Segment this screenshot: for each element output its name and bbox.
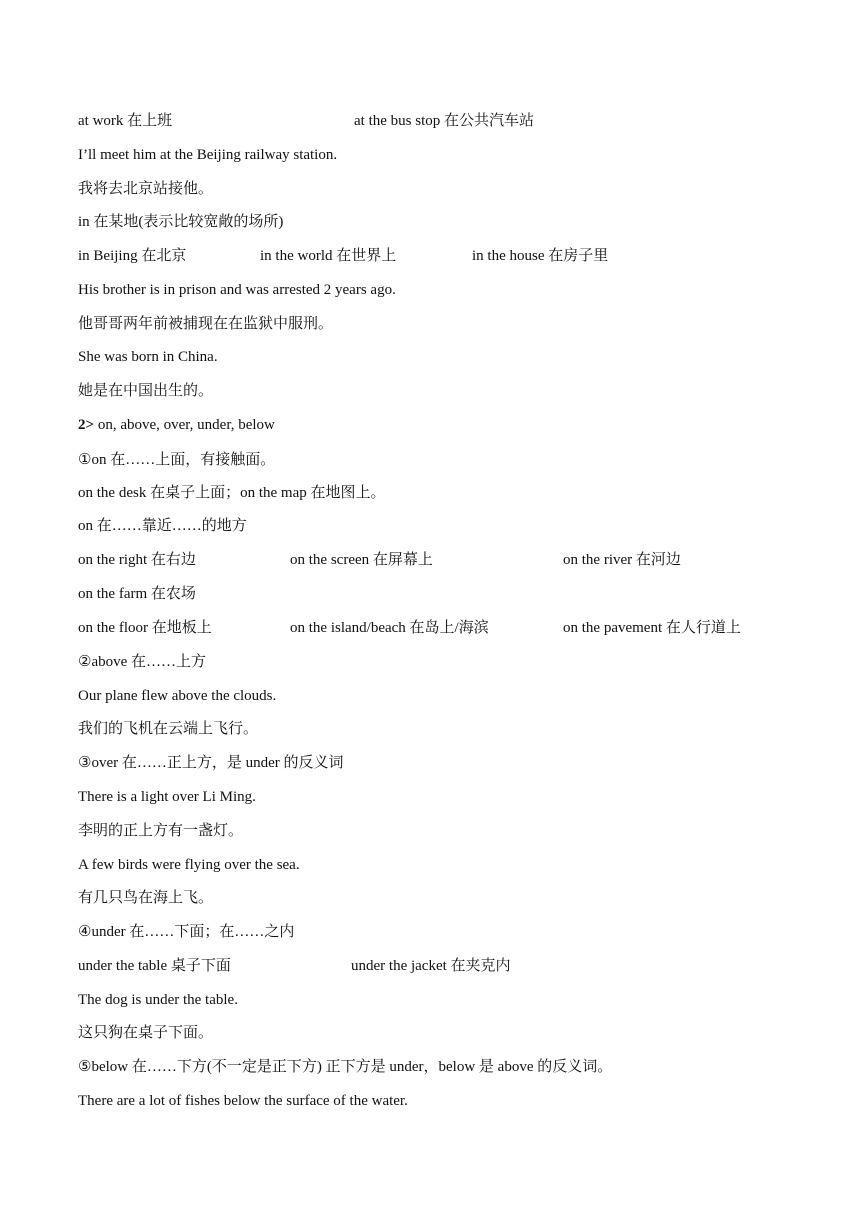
phrase-on-the-farm: on the farm 在农场 [78,586,196,602]
example-translation: 这只狗在桌子下面。 [78,1025,214,1041]
section-title: on, above, over, under, below [94,417,275,433]
example-sentence: Our plane flew above the clouds. [78,688,277,704]
section-number: 2> [78,417,95,433]
example-sentence: I’ll meet him at the Beijing railway station. [78,147,338,163]
example-sentence: A few birds were flying over the sea. [78,857,300,873]
example-translation: 他哥哥两年前被捕现在在监狱中服刑。 [78,316,334,332]
example-sentence: There is a light over Li Ming. [78,789,256,805]
example-sentence: His brother is in prison and was arrested 2 years ago. [78,282,396,298]
phrase-in-beijing: in Beijing 在北京 [78,248,187,264]
example-sentence: There are a lot of fishes below the surface of the water. [78,1093,408,1109]
example-translation: 我们的飞机在云端上飞行。 [78,721,259,737]
rule-over: ③over 在……正上方，是 under 的反义词 [78,755,344,771]
example-sentence: She was born in China. [78,349,218,365]
example-translation: 李明的正上方有一盏灯。 [78,823,244,839]
phrase-in-the-world: in the world 在世界上 [260,248,397,264]
phrase-on-the-floor: on the floor 在地板上 [78,620,212,636]
rule-above: ②above 在……上方 [78,654,207,670]
phrase-on-the-island: on the island/beach 在岛上/海滨 [290,620,489,636]
rule-on: ①on 在……上面，有接触面。 [78,452,276,468]
example-sentence: The dog is under the table. [78,992,238,1008]
phrase-at-bus-stop: at the bus stop 在公共汽车站 [354,113,534,129]
section-heading [78,415,275,435]
phrase-on-the-pavement: on the pavement 在人行道上 [563,620,741,636]
rule-under: ④under 在……下面；在……之内 [78,924,295,940]
example-translation: 我将去北京站接他。 [78,181,214,197]
rule-below: ⑤below 在……下方(不一定是正下方) 正下方是 under，below 是 above 的反义词。 [78,1059,613,1075]
example-translation: 她是在中国出生的。 [78,383,214,399]
phrase-on-the-river: on the river 在河边 [563,552,681,568]
phrase-at-work: at work 在上班 [78,113,173,129]
phrase-on-the-screen: on the screen 在屏幕上 [290,552,433,568]
phrase-in-the-house: in the house 在房子里 [472,248,609,264]
phrase-under-the-jacket: under the jacket 在夹克内 [351,958,511,974]
phrase-on-examples: on the desk 在桌子上面；on the map 在地图上。 [78,485,386,501]
rule-in: in 在某地(表示比较宽敞的场所) [78,214,284,230]
rule-on-near: on 在……靠近……的地方 [78,518,247,534]
example-translation: 有几只鸟在海上飞。 [78,890,214,906]
phrase-under-the-table: under the table 桌子下面 [78,958,231,974]
phrase-on-the-right: on the right 在右边 [78,552,196,568]
